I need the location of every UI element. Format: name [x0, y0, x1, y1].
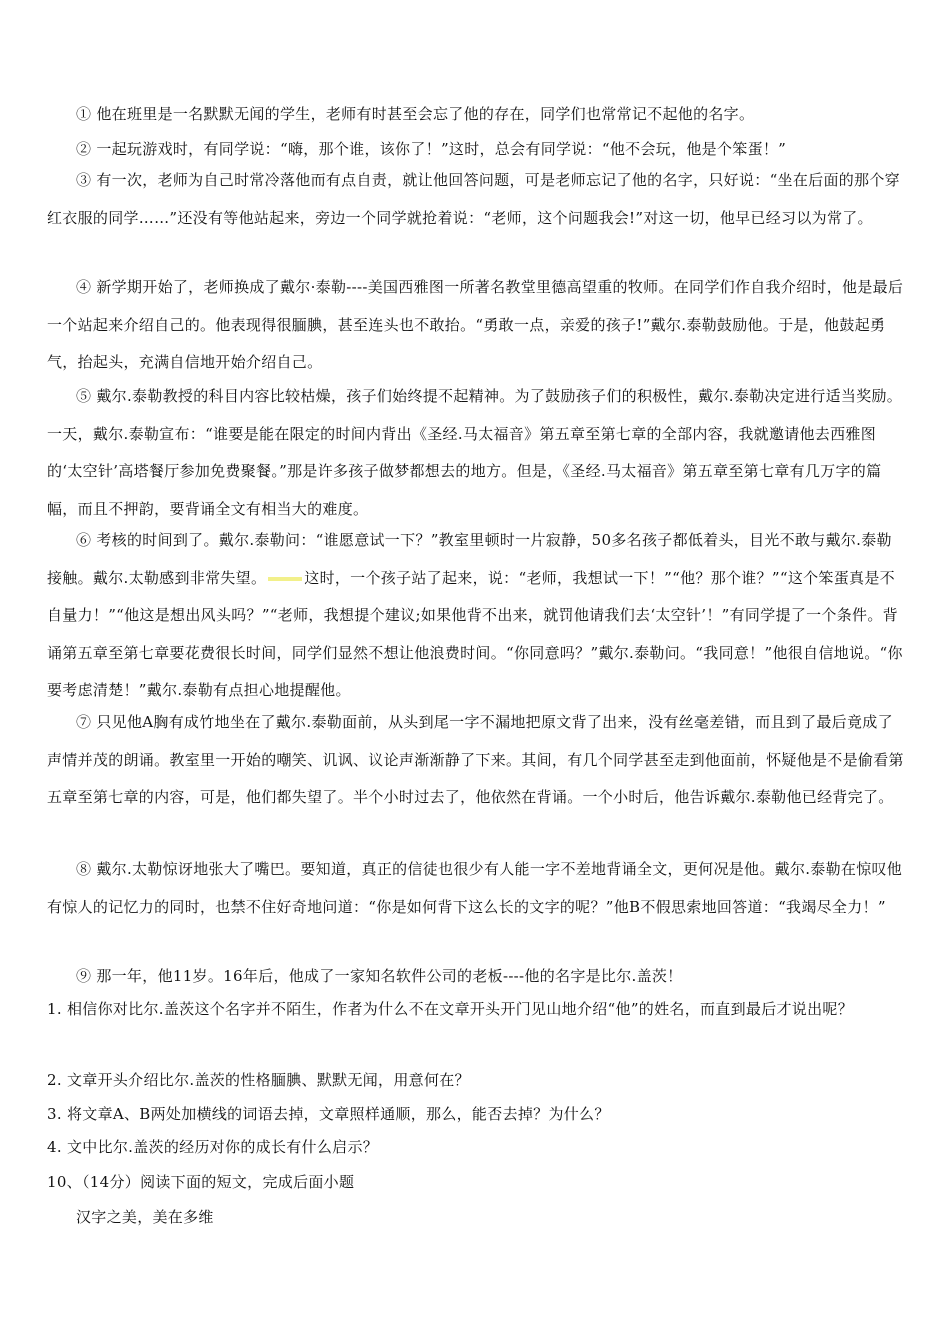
paragraph-1: ① 他在班里是一名默默无闻的学生，老师有时甚至会忘了他的存在，同学们也常常记不起他的名字。 — [76, 105, 755, 123]
paragraph-6 — [47, 522, 907, 710]
question-2: 2. 文章开头介绍比尔.盖茨的性格腼腆、默默无闻，用意何在？ — [47, 1071, 470, 1089]
section-subtitle: 汉字之美，美在多维 — [76, 1208, 214, 1226]
paragraph-4: ④ 新学期开始了，老师换成了戴尔·泰勒----美国西雅图一所著名教堂里德高望重的牧师。在同学们作自我介绍时，他是最后一个站起来介绍自己的。他表现得很腼腆，甚至连头也不敢抬。“勇敢一点，亲爱的孩子!”戴尔.泰勒鼓励他。于是，他鼓起勇气，抬起头，充满自信地开始介绍自己。 — [47, 278, 904, 371]
question-3: 3. 将文章A、B两处加横线的词语去掉，文章照样通顺，那么，能否去掉？为什么？ — [47, 1105, 610, 1123]
paragraph-3: ③ 有一次，老师为自己时常冷落他而有点自责，就让他回答问题，可是老师忘记了他的名字，只好说：“坐在后面的那个穿红衣服的同学……”还没有等他站起来，旁边一个同学就抢着说：“老师，这个问题我会!”对这一切，他早已经习以为常了。 — [47, 171, 900, 227]
question-1: 1. 相信你对比尔.盖茨这个名字并不陌生，作者为什么不在文章开头开门见山地介绍“他”的姓名，而直到最后才说出呢？ — [47, 1000, 853, 1018]
section-heading: 10、（14分）阅读下面的短文，完成后面小题 — [47, 1173, 355, 1191]
highlight-mark — [268, 577, 302, 581]
paragraph-5: ⑤ 戴尔.泰勒教授的科目内容比较枯燥，孩子们始终提不起精神。为了鼓励孩子们的积极性，戴尔.泰勒决定进行适当奖励。一天，戴尔.泰勒宣布：“谁要是能在限定的时间内背出《圣经.马太福音》第五章至第七章的全部内容，我就邀请他去西雅图的‘太空针’高塔餐厅参加免费聚餐。”那是许多孩子做梦都想去的地方。但是，《圣经.马太福音》第五章至第七章有几万字的篇幅，而且不押韵，要背诵全文有相当大的难度。 — [47, 387, 903, 518]
paragraph-8: ⑧ 戴尔.太勒惊讶地张大了嘴巴。要知道，真正的信徒也很少有人能一字不差地背诵全文，更何况是他。戴尔.泰勒在惊叹他有惊人的记忆力的同时，也禁不住好奇地问道：“你是如何背下这么长的文字的呢？”他B不假思索地回答道：“我竭尽全力！” — [47, 860, 903, 916]
paragraph-6-part-2: 这时，一个孩子站了起来，说：“老师，我想试一下！”“他？那个谁？”“这个笨蛋真是不自量力！”“他这是想出风头吗？”“老师，我想提个建议;如果他背不出来，就罚他请我们去‘太空针’！”有同学提了一个条件。背诵第五章至第七章要花费很长时间，同学们显然不想让他浪费时间。“你同意吗？”戴尔.泰勒问。“我同意！”他很自信地说。“你要考虑清楚！”戴尔.泰勒有点担心地提醒他。 — [47, 568, 903, 699]
paragraph-6-part-1: ⑥ 考核的时间到了。戴尔.泰勒问：“谁愿意试一下？”教室里顿时一片寂静，50多名孩子都低着头，目光不敢与戴尔.泰勒接触。戴尔.太勒感到非常失望。 — [47, 531, 892, 587]
paragraph-7: ⑦ 只见他A胸有成竹地坐在了戴尔.泰勒面前，从头到尾一字不漏地把原文背了出来，没有丝毫差错，而且到了最后竟成了声情并茂的朗诵。教室里一开始的嘲笑、讥讽、议论声渐渐静了下来。其间，有几个同学甚至走到他面前，怀疑他是不是偷看第五章至第七章的内容，可是，他们都失望了。半个小时过去了，他依然在背诵。一个小时后，他告诉戴尔.泰勒他已经背完了。 — [47, 713, 904, 806]
paragraph-9: ⑨ 那一年，他11岁。16年后，他成了一家知名软件公司的老板----他的名字是比尔.盖茨！ — [76, 967, 683, 985]
question-4: 4. 文中比尔.盖茨的经历对你的成长有什么启示？ — [47, 1138, 379, 1156]
paragraph-2: ② 一起玩游戏时，有同学说：“嗨，那个谁，该你了！”这时，总会有同学说：“他不会玩，他是个笨蛋！” — [76, 140, 787, 158]
